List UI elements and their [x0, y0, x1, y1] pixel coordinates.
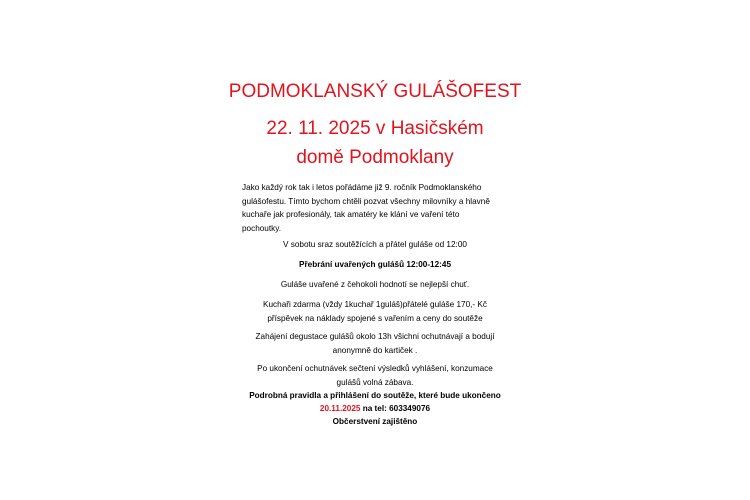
event-title: PODMOKLANSKÝ GULÁŠOFEST: [228, 81, 522, 102]
refreshments-note: Občerstvení zajištěno: [332, 417, 418, 426]
registration-deadline: [0, 402, 750, 416]
event-date-line-1: 22. 11. 2025 v Hasičském: [266, 118, 484, 139]
event-date-line-2: domě Podmoklany: [296, 147, 454, 168]
fees-line: Kuchaři zdarma (vždy 1kuchař 1guláš)přátelé guláše 170,- Kč: [263, 300, 487, 309]
results-paragraph: [0, 362, 750, 389]
judging-criteria: Guláše uvařené z čehokoli hodnotí se nejlepší chuť.: [280, 280, 470, 289]
fees-paragraph: [0, 298, 750, 325]
goulash-handover: Přebrání uvařených gulášů 12:00-12:45: [299, 260, 451, 269]
intro-line: gulášofestu. Tímto bychom chtěli pozvat všechny milovníky a hlavně: [242, 196, 490, 206]
contact-phone: na tel: 603349076: [360, 404, 431, 413]
deadline-date: 20.11.2025: [319, 404, 361, 413]
fees-line: příspěvek na náklady spojené s vařením a ceny do soutěže: [267, 313, 483, 323]
results-line: gulášů volná zábava.: [336, 377, 414, 387]
rules-info: Podrobná pravidla a přihlášení do soutěže, které bude ukončeno: [249, 391, 501, 400]
meeting-time: V sobotu sraz soutěžících a přátel guláše od 12:00: [283, 240, 467, 249]
intro-line: kuchaře jak profesionály, tak amatéry ke klání ve vaření této: [242, 210, 460, 219]
tasting-paragraph: [0, 330, 750, 357]
tasting-line: anonymně do kartiček .: [332, 345, 418, 355]
tasting-line: Zahájení degustace gulášů okolo 13h všichni ochutnávají a bodují: [255, 332, 495, 341]
results-line: Po ukončení ochutnávek sečtení výsledků vyhlášení, konzumace: [257, 364, 493, 373]
intro-line: pochoutky.: [242, 223, 281, 233]
intro-line: Jako každý rok tak i letos pořádáme již 9. ročník Podmoklanského: [242, 183, 482, 192]
intro-paragraph: [242, 181, 512, 235]
